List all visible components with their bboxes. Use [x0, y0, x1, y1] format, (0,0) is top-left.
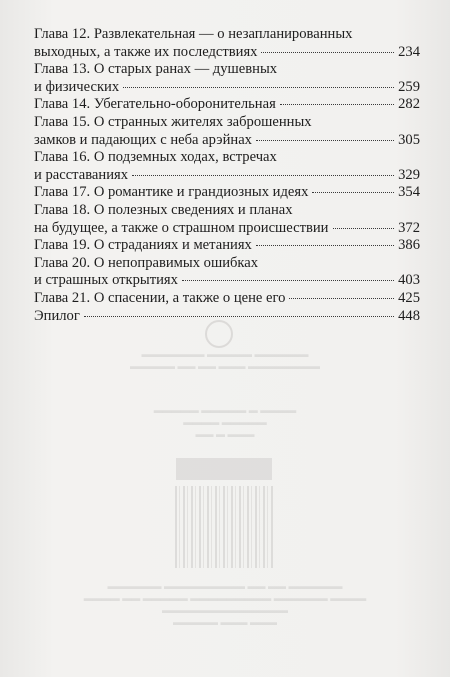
- toc-entry-last-line: [34, 96, 420, 114]
- toc-entry: [34, 202, 420, 237]
- toc-page-number: 354: [398, 184, 420, 201]
- dot-leader: [256, 245, 394, 246]
- toc-entry-line: [34, 255, 420, 273]
- toc-entry-title: Глава 15. О странных жителях заброшенных: [34, 113, 312, 130]
- dot-leader: [256, 140, 394, 141]
- barcode-ghost: [175, 486, 273, 568]
- publisher-address-ghost: ▬▬▬▬▬▬ ▬▬ ▬▬ ▬▬▬▬▬▬▬▬▬ ▬▬▬▬▬▬ ▬▬▬▬ ▬▬▬▬▬▬ ▬▬▬▬▬▬▬▬▬ ▬▬▬▬▬ ▬▬ ▬▬▬▬ ▬▬▬▬▬▬▬▬▬▬▬▬▬▬ ▬▬▬ ▬▬▬ ▬▬▬▬▬: [83, 581, 367, 627]
- toc-page-number: 372: [398, 219, 420, 236]
- toc-entry-title: и страшных открытиях: [34, 272, 178, 289]
- toc-entry: [34, 290, 420, 308]
- toc-entry: [34, 184, 420, 202]
- toc-entry-last-line: [34, 272, 420, 290]
- toc-page-number: 425: [398, 289, 420, 306]
- toc-entry-last-line: [34, 132, 420, 150]
- toc-page-number: 305: [398, 131, 420, 148]
- toc-entry-last-line: [34, 184, 420, 202]
- toc-entry-title: Глава 20. О непоправимых ошибках: [34, 254, 259, 271]
- toc-entry: [34, 61, 420, 96]
- toc-entry-last-line: [34, 290, 420, 308]
- toc-entry-title: Глава 16. О подземных ходах, встречах: [34, 149, 277, 166]
- toc-entry-line: [34, 114, 420, 132]
- toc-entry-line: [34, 61, 420, 79]
- toc-entry-title: Глава 21. О спасении, а также о цене его: [34, 289, 286, 306]
- toc-entry: [34, 149, 420, 184]
- toc-entry-last-line: [34, 220, 420, 238]
- publisher-logo-ghost: [176, 458, 272, 480]
- imprint-ghost-text-2: ▬▬▬▬ ▬ ▬▬▬▬▬ ▬▬▬▬▬ ▬▬▬▬▬ ▬▬▬▬ ▬▬▬ ▬ ▬▬: [153, 405, 297, 439]
- toc-entry-title: выходных, а также их последствиях: [34, 43, 258, 60]
- toc-entry-title: Глава 19. О страданиях и метаниях: [34, 237, 252, 254]
- toc-entry: [34, 255, 420, 290]
- toc-entry-last-line: [34, 167, 420, 185]
- toc-entry: [34, 114, 420, 149]
- toc-entry-line: [34, 202, 420, 220]
- dot-leader: [132, 175, 394, 176]
- toc-entry: [34, 96, 420, 114]
- toc-entry: [34, 26, 420, 61]
- toc-entry-title: на будущее, а также о страшном происшествии: [34, 219, 329, 236]
- toc-entry-title: Глава 14. Убегательно-оборонительная: [34, 96, 276, 113]
- toc-page-number: 403: [398, 272, 420, 289]
- dot-leader: [280, 104, 394, 105]
- toc-entry-last-line: [34, 308, 420, 326]
- toc-entry-title: Глава 17. О романтике и грандиозных идеях: [34, 184, 309, 201]
- toc-entry-title: Глава 18. О полезных сведениях и планах: [34, 201, 293, 218]
- toc-entry-title: и физических: [34, 78, 120, 95]
- toc-page-number: 386: [398, 237, 420, 254]
- dot-leader: [333, 228, 395, 229]
- dot-leader: [84, 316, 394, 317]
- dot-leader: [289, 298, 394, 299]
- toc-entry-title: и расставаниях: [34, 166, 129, 183]
- dot-leader: [123, 87, 394, 88]
- toc-entry-last-line: [34, 79, 420, 97]
- toc-entry-title: Глава 13. О старых ранах — душевных: [34, 61, 278, 78]
- toc-entry-last-line: [34, 44, 420, 62]
- toc-entry: [34, 308, 420, 326]
- dot-leader: [182, 280, 394, 281]
- dot-leader: [312, 192, 394, 193]
- toc-entry-line: [34, 26, 420, 44]
- toc-page-number: 259: [398, 78, 420, 95]
- toc-page-number: 448: [398, 307, 420, 324]
- toc-entry-last-line: [34, 237, 420, 255]
- toc-entry: [34, 237, 420, 255]
- toc-page-number: 234: [398, 43, 420, 60]
- imprint-ghost-text: ▬▬▬▬▬▬ ▬▬▬▬▬ ▬▬▬▬▬▬▬ ▬▬▬▬▬▬▬▬ ▬▬▬ ▬▬ ▬▬ ▬▬▬▬▬: [130, 349, 321, 371]
- toc-page-number: 282: [398, 96, 420, 113]
- table-of-contents: [34, 26, 420, 325]
- toc-page-number: 329: [398, 166, 420, 183]
- toc-entry-title: Эпилог: [34, 307, 80, 324]
- toc-entry-title: Глава 12. Развлекательная — о незапланированных: [34, 26, 353, 42]
- toc-entry-line: [34, 149, 420, 167]
- toc-entry-title: замков и падающих с неба арэйнах: [34, 131, 252, 148]
- dot-leader: [261, 52, 394, 53]
